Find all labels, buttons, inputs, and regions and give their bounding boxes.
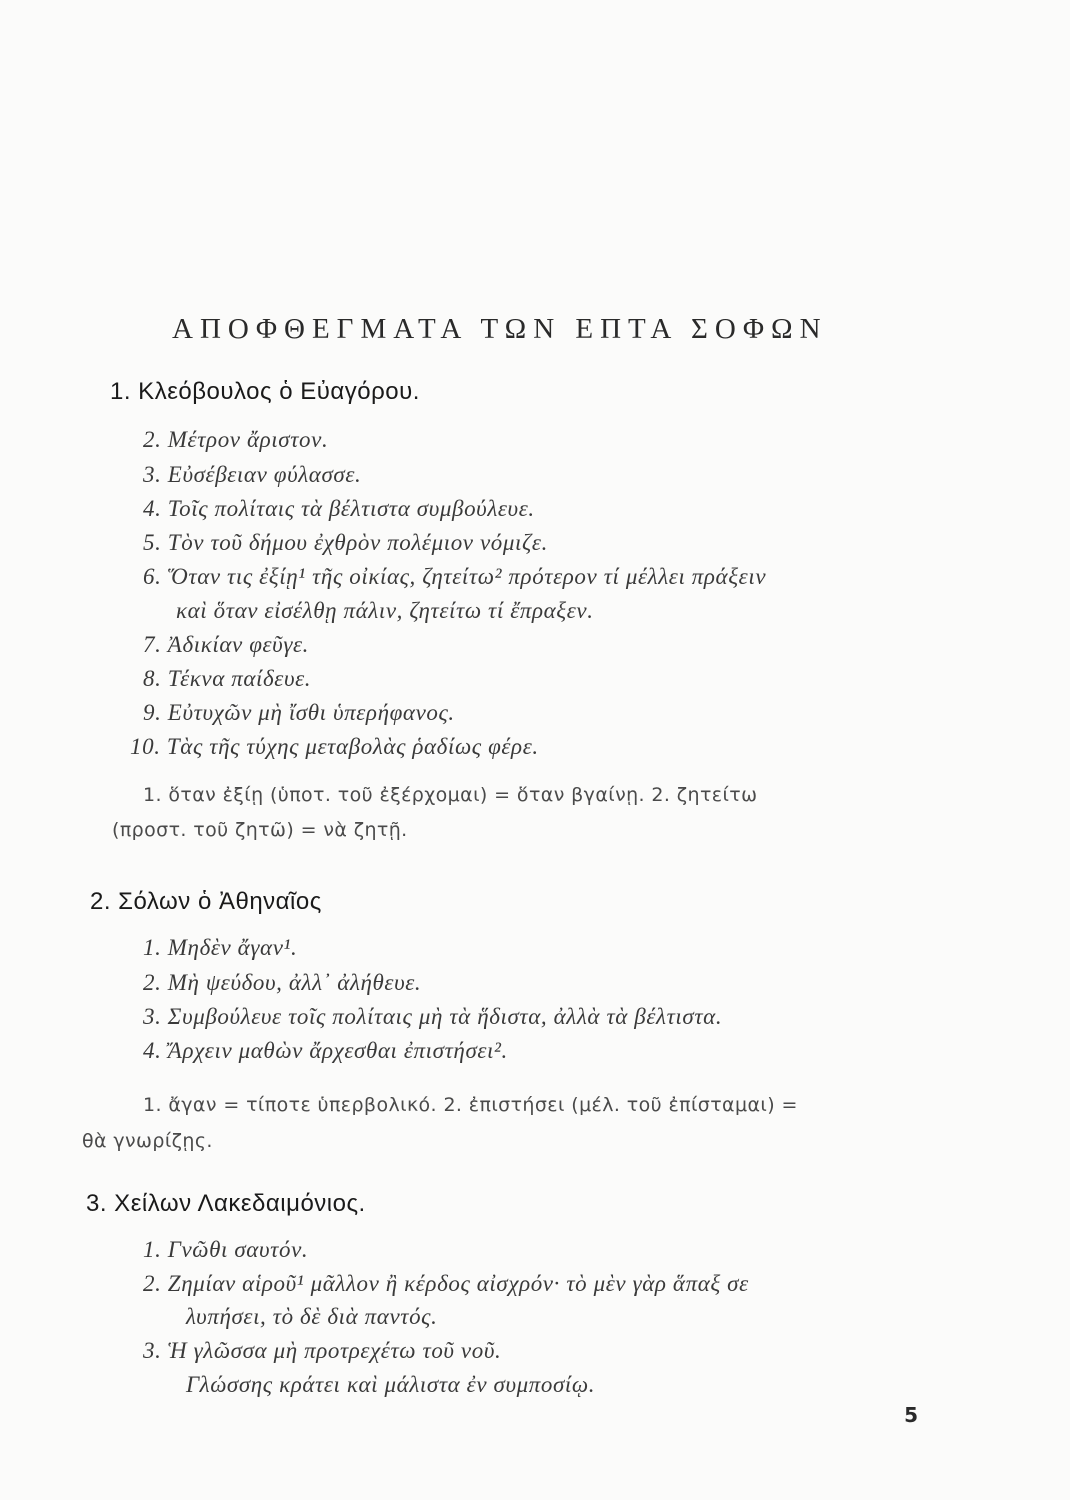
section-2-footnote-line-1: 1. ἄγαν = τίποτε ὑπερβολικό. 2. ἐπιστήσει (μέλ. τοῦ ἐπίσταμαι) =	[143, 1094, 798, 1116]
section-3-item-2: 2. Ζημίαν αἱροῦ¹ μᾶλλον ἢ κέρδος αἰσχρόν· τὸ μὲν γὰρ ἅπαξ σε	[143, 1271, 749, 1296]
section-1-item-9: 9. Εὐτυχῶν μὴ ἴσθι ὑπερήφανος.	[143, 700, 455, 725]
section-2-item-3: 3. Συμβούλευε τοῖς πολίταις μὴ τὰ ἥδιστα, ἀλλὰ τὰ βέλτιστα.	[143, 1004, 723, 1029]
section-1-item-5: 5. Τὸν τοῦ δήμου ἐχθρὸν πολέμιον νόμιζε.	[143, 530, 548, 555]
section-3-item-1: 1. Γνῶθι σαυτόν.	[143, 1237, 309, 1262]
section-1-footnote-line-1: 1. ὅταν ἐξίῃ (ὑποτ. τοῦ ἐξέρχομαι) = ὅταν βγαίνῃ. 2. ζητείτω	[143, 784, 758, 806]
page-title: ΑΠΟΦΘΕΓΜΑΤΑ ΤΩΝ ΕΠΤΑ ΣΟΦΩΝ	[172, 313, 828, 345]
section-1-item-8: 8. Τέκνα παίδευε.	[143, 666, 312, 691]
section-2-heading: 2. Σόλων ὁ Ἀθηναῖος	[90, 888, 322, 915]
section-1-item-3: 3. Εὐσέβειαν φύλασσε.	[143, 462, 362, 487]
section-1-item-10: 10. Τὰς τῆς τύχης μεταβολὰς ῥαδίως φέρε.	[130, 734, 539, 759]
section-1-item-2: 2. Μέτρον ἄριστον.	[143, 427, 329, 452]
section-3-item-3-continued: Γλώσσης κράτει καὶ μάλιστα ἐν συμποσίῳ.	[186, 1372, 596, 1397]
section-3-heading: 3. Χείλων Λακεδαιμόνιος.	[86, 1190, 366, 1217]
section-1-footnote-line-2: (προστ. τοῦ ζητῶ) = νὰ ζητῇ.	[112, 819, 408, 841]
section-1-item-6: 6. Ὅταν τις ἐξίῃ¹ τῆς οἰκίας, ζητείτω² πρότερον τί μέλλει πράξειν	[143, 564, 767, 589]
section-3-item-3: 3. Ἡ γλῶσσα μὴ προτρεχέτω τοῦ νοῦ.	[143, 1338, 502, 1363]
section-2-item-2: 2. Μὴ ψεύδου, ἀλλ᾿ ἀλήθευε.	[143, 970, 422, 995]
section-2-item-1: 1. Μηδὲν ἄγαν¹.	[143, 935, 298, 960]
section-1-heading: 1. Κλεόβουλος ὁ Εὐαγόρου.	[110, 378, 420, 405]
section-2-item-4: 4. Ἄρχειν μαθὼν ἄρχεσθαι ἐπιστήσει².	[143, 1038, 508, 1063]
section-1-item-6-continued: καὶ ὅταν εἰσέλθῃ πάλιν, ζητείτω τί ἔπραξεν.	[176, 598, 594, 623]
section-1-item-7: 7. Ἀδικίαν φεῦγε.	[143, 632, 310, 657]
section-1-item-4: 4. Τοῖς πολίταις τὰ βέλτιστα συμβούλευε.	[143, 496, 535, 521]
section-2-footnote-line-2: θὰ γνωρίζῃς.	[82, 1130, 213, 1152]
page-number: 5	[904, 1403, 918, 1427]
section-3-item-2-continued: λυπήσει, τὸ δὲ διὰ παντός.	[186, 1304, 438, 1329]
